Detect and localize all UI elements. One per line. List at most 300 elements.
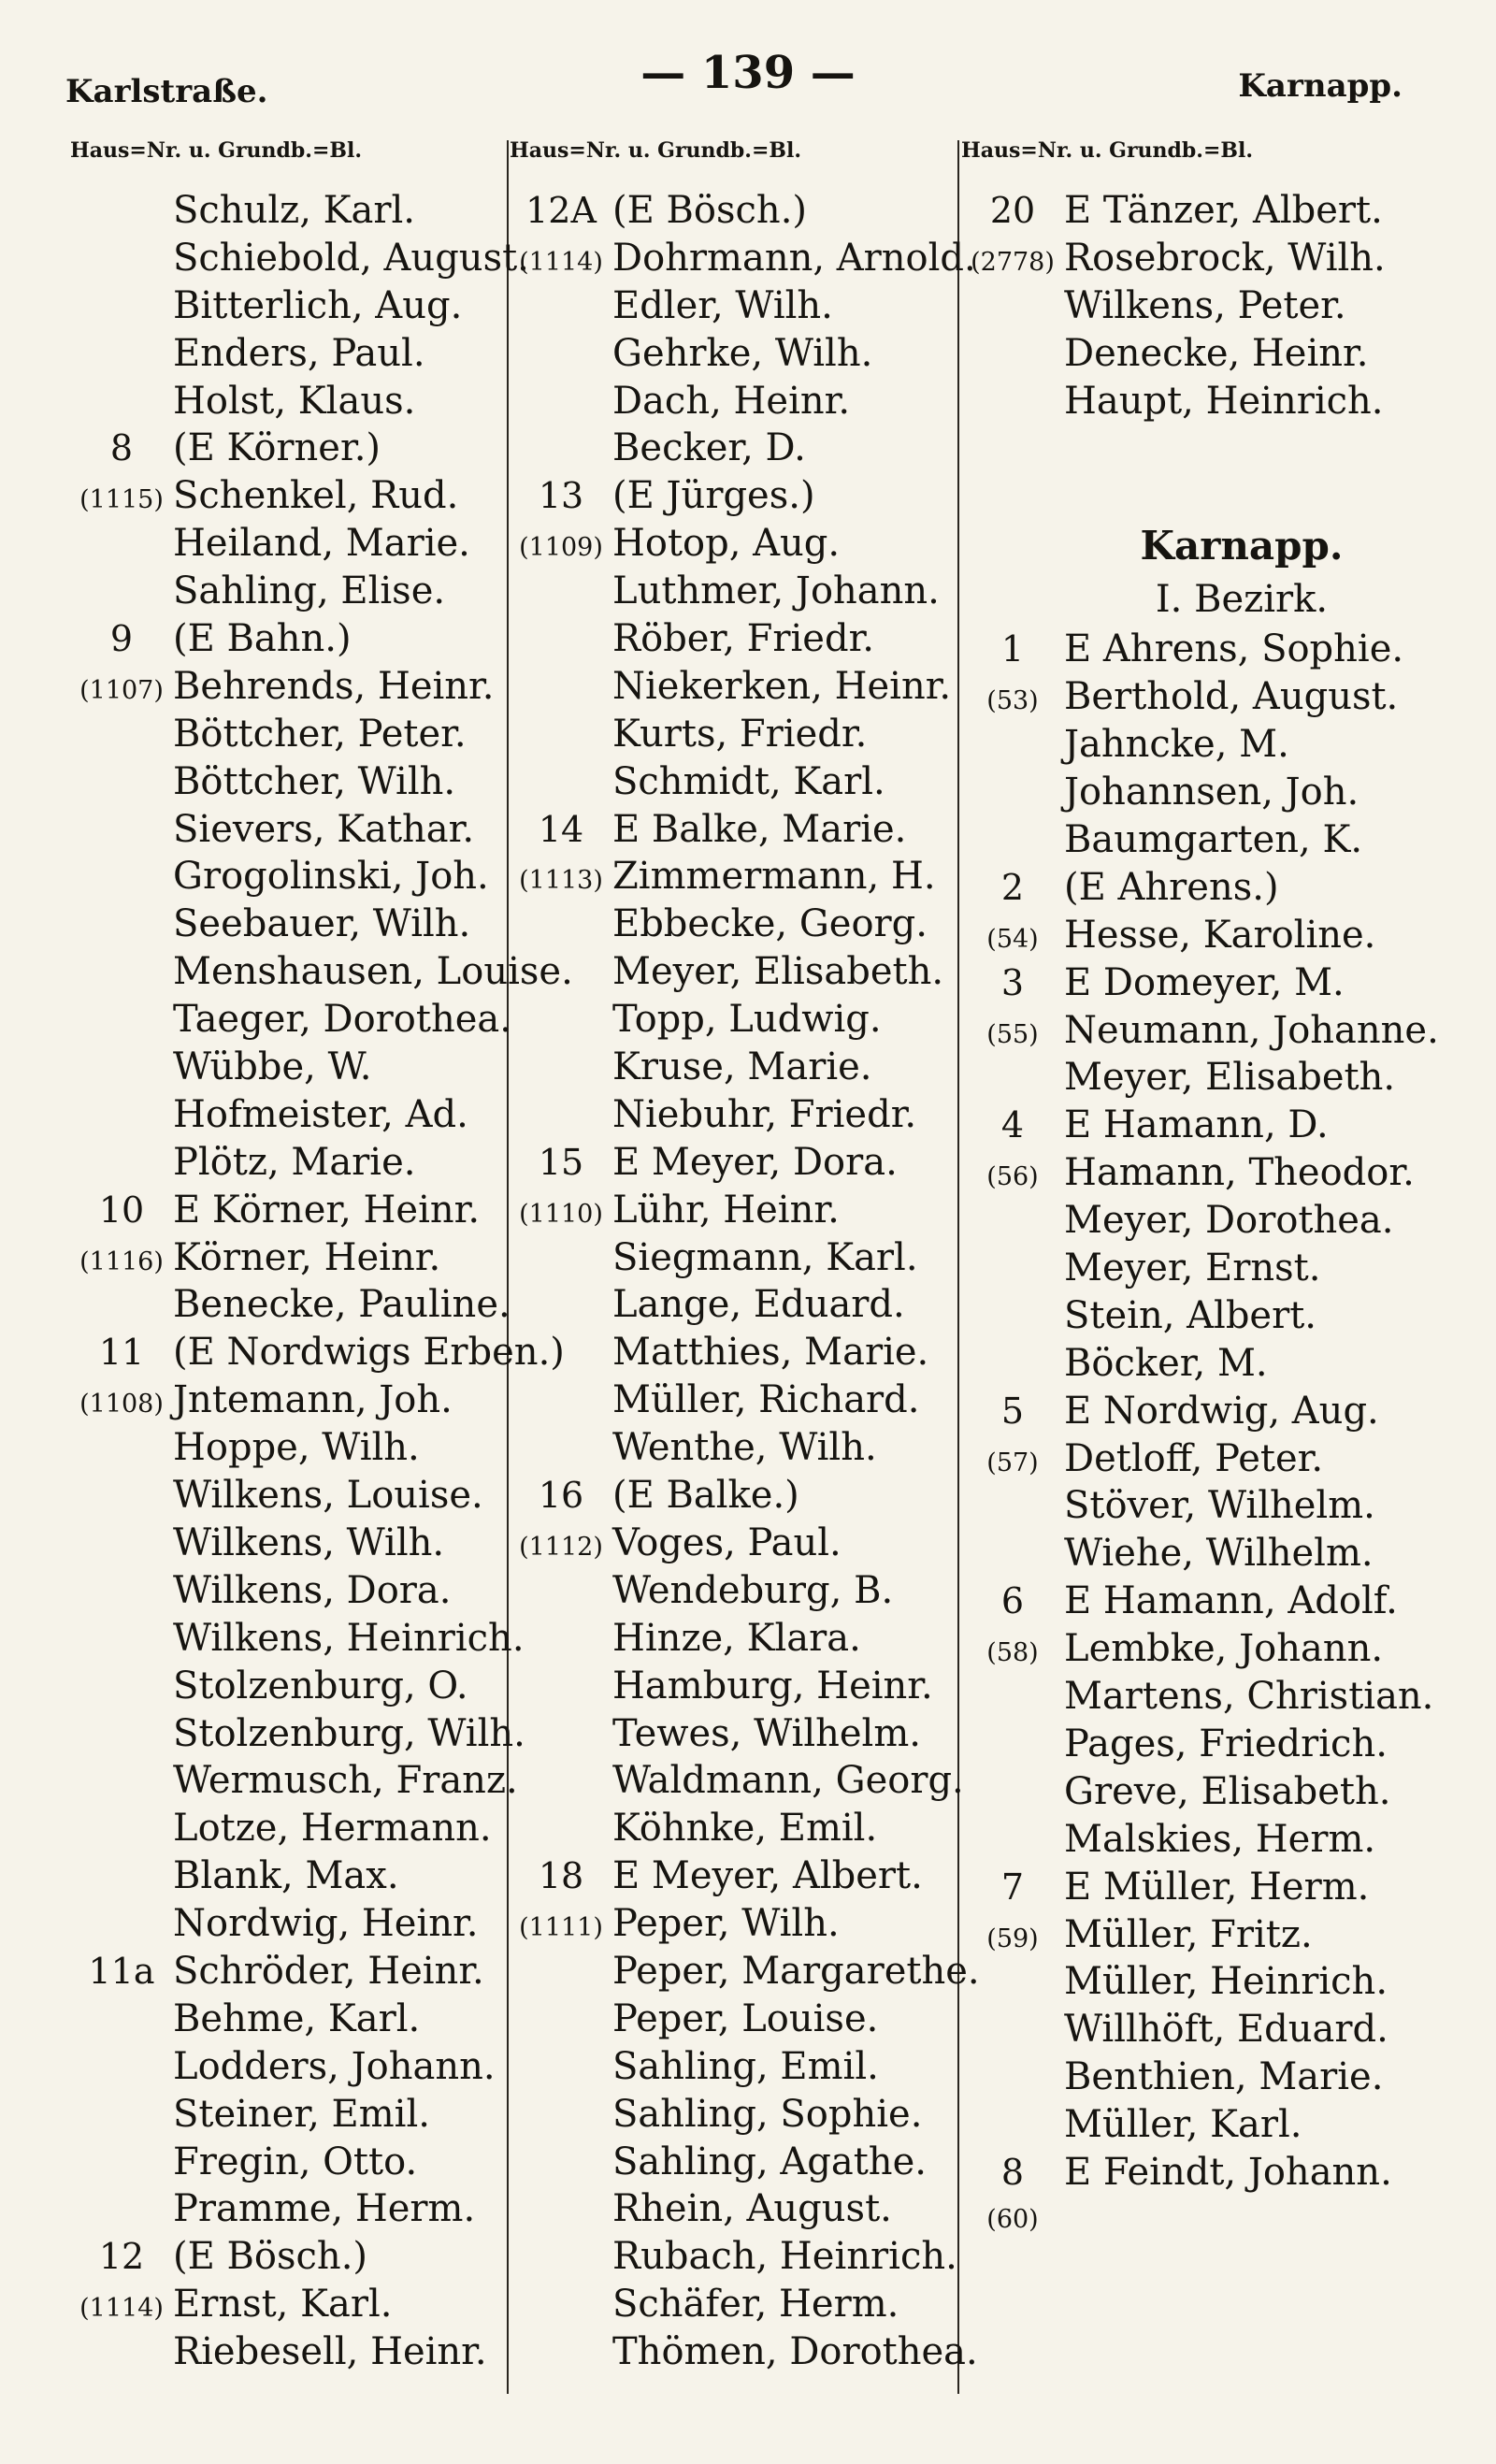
resident-name: Benecke, Pauline. xyxy=(173,1283,511,1327)
directory-entry xyxy=(510,853,958,901)
directory-entry xyxy=(70,1376,519,1424)
resident-name: (E Bösch.) xyxy=(173,2235,368,2279)
resident-name: Lotze, Hermann. xyxy=(173,1807,492,1851)
directory-entry xyxy=(510,711,958,758)
directory-entry xyxy=(961,1958,1466,2006)
directory-entry xyxy=(70,282,519,330)
resident-name: Bitterlich, Aug. xyxy=(173,283,463,327)
house-number: 10 xyxy=(98,1189,145,1231)
directory-entry xyxy=(70,1710,525,1758)
resident-name: Schäfer, Herm. xyxy=(612,2283,899,2327)
directory-entry xyxy=(961,2197,1466,2244)
resident-name: Rubach, Heinrich. xyxy=(612,2235,957,2279)
resident-name: Johannsen, Joh. xyxy=(1064,771,1359,814)
house-number: 9 xyxy=(109,618,134,660)
column-header: Haus=Nr. u. Grundb.=Bl. xyxy=(961,138,1254,163)
resident-name: Blank, Max. xyxy=(173,1854,399,1898)
directory-entry xyxy=(510,1234,958,1282)
directory-entry xyxy=(961,1054,1466,1102)
directory-entry xyxy=(70,711,519,758)
resident-name: Peper, Margarethe. xyxy=(612,1949,980,1993)
directory-entry xyxy=(70,1615,525,1663)
resident-name: Matthies, Marie. xyxy=(612,1331,929,1375)
directory-entry xyxy=(510,2328,978,2376)
directory-entry xyxy=(70,235,529,282)
resident-name: Hesse, Karoline. xyxy=(1064,913,1376,957)
directory-entry xyxy=(70,901,519,948)
resident-name: Schulz, Karl. xyxy=(173,189,415,232)
resident-name: Steiner, Emil. xyxy=(173,2092,430,2136)
resident-name: E Domeyer, M. xyxy=(1064,960,1345,1004)
directory-entry xyxy=(70,1663,519,1710)
directory-entry xyxy=(70,1424,519,1472)
resident-name: Müller, Richard. xyxy=(612,1378,920,1422)
house-number: (1110) xyxy=(519,1199,603,1229)
resident-name: Voges, Paul. xyxy=(612,1520,842,1564)
directory-entry xyxy=(510,1805,958,1852)
resident-name: Böcker, M. xyxy=(1064,1341,1268,1385)
directory-entry xyxy=(510,330,958,378)
house-number: 12A xyxy=(525,190,597,231)
directory-entry xyxy=(70,2091,519,2139)
house-number: 18 xyxy=(538,1855,584,1897)
resident-name: Niekerken, Heinr. xyxy=(612,664,952,708)
resident-name: Peper, Louise. xyxy=(612,1996,879,2040)
directory-entry xyxy=(70,425,519,472)
resident-name: Ebbecke, Georg. xyxy=(612,902,928,946)
resident-name: Müller, Karl. xyxy=(1064,2103,1302,2147)
directory-entry xyxy=(961,1482,1466,1530)
directory-entry xyxy=(961,959,1466,1007)
directory-entry xyxy=(961,187,1466,235)
resident-name: Stein, Albert. xyxy=(1064,1293,1316,1337)
section-subtitle: I. Bezirk. xyxy=(1155,578,1329,622)
house-number: (1107) xyxy=(79,675,164,705)
house-number: (55) xyxy=(986,1019,1039,1049)
resident-name: E Hamann, D. xyxy=(1064,1103,1329,1147)
directory-entry xyxy=(70,1900,519,1948)
directory-entry xyxy=(70,948,573,996)
resident-name: Pages, Friedrich. xyxy=(1064,1722,1388,1765)
directory-entry xyxy=(70,187,519,235)
entry-list xyxy=(961,187,1466,425)
directory-entry xyxy=(510,1281,958,1329)
resident-name: Köhnke, Emil. xyxy=(612,1807,878,1851)
directory-entry xyxy=(510,996,958,1044)
entry-list xyxy=(961,626,1466,2243)
directory-entry xyxy=(510,282,958,330)
resident-name: Wiehe, Wilhelm. xyxy=(1064,1532,1374,1576)
directory-entry xyxy=(961,2053,1466,2101)
directory-entry xyxy=(510,1329,958,1376)
directory-entry xyxy=(961,1340,1466,1388)
running-head-left: Karlstraße. xyxy=(65,73,268,110)
resident-name: Sahling, Elise. xyxy=(173,569,446,613)
resident-name: (E Balke.) xyxy=(612,1474,799,1518)
directory-entry xyxy=(961,1102,1466,1149)
directory-entry xyxy=(961,1625,1466,1673)
resident-name: Wermusch, Franz. xyxy=(173,1759,518,1803)
resident-name: Enders, Paul. xyxy=(173,331,425,375)
house-number: (1114) xyxy=(519,247,603,277)
resident-name: E Meyer, Albert. xyxy=(612,1854,923,1898)
house-number: (1111) xyxy=(519,1913,603,1943)
house-number: (57) xyxy=(986,1448,1039,1477)
directory-entry xyxy=(510,1139,958,1187)
house-number: (1115) xyxy=(79,485,164,515)
directory-entry xyxy=(70,1852,519,1900)
directory-entry xyxy=(961,864,1466,912)
directory-entry xyxy=(961,2101,1466,2149)
resident-name: Neumann, Johanne. xyxy=(1064,1008,1439,1052)
resident-name: Kurts, Friedr. xyxy=(612,712,868,756)
resident-name: Jntemann, Joh. xyxy=(173,1378,453,1422)
house-number: 5 xyxy=(1000,1390,1025,1432)
directory-entry xyxy=(70,1520,519,1567)
resident-name: Meyer, Dorothea. xyxy=(1064,1199,1394,1243)
resident-name: Jahncke, M. xyxy=(1064,723,1289,767)
house-number: 3 xyxy=(1000,961,1025,1003)
resident-name: E Müller, Herm. xyxy=(1064,1865,1370,1909)
directory-entry xyxy=(510,2043,958,2091)
directory-entry xyxy=(961,1292,1466,1340)
resident-name: Stöver, Wilhelm. xyxy=(1064,1484,1375,1528)
directory-entry xyxy=(70,1329,565,1376)
directory-entry xyxy=(70,1044,519,1091)
resident-name: Malskies, Herm. xyxy=(1064,1817,1376,1861)
directory-entry xyxy=(70,1139,519,1187)
directory-entry xyxy=(961,2149,1466,2197)
directory-entry xyxy=(961,1149,1466,1197)
directory-entry xyxy=(961,912,1466,959)
directory-entry xyxy=(961,1816,1466,1864)
resident-name: Detloff, Peter. xyxy=(1064,1436,1324,1480)
resident-name: Stolzenburg, O. xyxy=(173,1664,468,1708)
directory-entry xyxy=(961,1721,1466,1768)
directory-entry xyxy=(70,1805,519,1852)
directory-entry xyxy=(70,2139,519,2186)
resident-name: E Hamann, Adolf. xyxy=(1064,1579,1398,1623)
directory-entry xyxy=(961,1530,1466,1578)
resident-name: Lühr, Heinr. xyxy=(612,1188,840,1232)
directory-entry xyxy=(961,378,1466,425)
resident-name: Hinze, Klara. xyxy=(612,1616,861,1660)
resident-name: Wilkens, Heinrich. xyxy=(173,1616,525,1660)
house-number: 12 xyxy=(98,2236,145,2278)
resident-name: Hamann, Theodor. xyxy=(1064,1151,1415,1195)
resident-name: Berthold, August. xyxy=(1064,675,1399,719)
house-number: 14 xyxy=(538,808,584,850)
resident-name: Tewes, Wilhelm. xyxy=(612,1711,921,1755)
house-number: 11 xyxy=(98,1332,145,1374)
column-3 xyxy=(961,140,1466,2464)
entry-list xyxy=(510,187,980,2376)
directory-entry xyxy=(70,2233,519,2281)
directory-entry xyxy=(70,1996,519,2043)
resident-name: Nordwig, Heinr. xyxy=(173,1902,479,1946)
directory-entry xyxy=(510,235,976,282)
house-number: 16 xyxy=(538,1475,584,1517)
resident-name: (E Körner.) xyxy=(173,426,381,470)
resident-name: Röber, Friedr. xyxy=(612,617,875,661)
directory-entry xyxy=(70,758,519,806)
resident-name: Sahling, Agathe. xyxy=(612,2140,927,2183)
house-number: 8 xyxy=(109,427,134,469)
resident-name: Greve, Elisabeth. xyxy=(1064,1769,1391,1813)
directory-entry xyxy=(510,2233,958,2281)
directory-entry xyxy=(510,1852,958,1900)
directory-entry xyxy=(510,1091,958,1139)
resident-name: Topp, Ludwig. xyxy=(612,998,882,1042)
resident-name: Müller, Fritz. xyxy=(1064,1912,1313,1956)
directory-entry xyxy=(510,2091,958,2139)
house-number: 20 xyxy=(989,190,1036,231)
directory-entry xyxy=(510,615,958,663)
resident-name: Heiland, Marie. xyxy=(173,522,470,566)
resident-name: Sahling, Emil. xyxy=(612,2044,879,2088)
resident-name: Müller, Heinrich. xyxy=(1064,1960,1388,2004)
directory-entry xyxy=(961,1007,1466,1055)
directory-entry xyxy=(961,330,1466,378)
resident-name: Schmidt, Karl. xyxy=(612,759,885,803)
house-number: (53) xyxy=(986,686,1039,716)
resident-name: Schröder, Heinr. xyxy=(173,1949,484,1993)
house-number: 1 xyxy=(1000,628,1025,670)
directory-entry xyxy=(70,1187,519,1234)
resident-name: Meyer, Elisabeth. xyxy=(1064,1056,1396,1100)
house-number: (60) xyxy=(986,2204,1039,2234)
resident-name: Pramme, Herm. xyxy=(173,2187,476,2231)
directory-entry xyxy=(510,1948,980,1996)
resident-name: Riebesell, Heinr. xyxy=(173,2330,487,2374)
house-number: (1116) xyxy=(79,1246,164,1276)
resident-name: Gehrke, Wilh. xyxy=(612,331,873,375)
resident-name: Rosebrock, Wilh. xyxy=(1064,236,1386,280)
directory-entry xyxy=(510,568,958,615)
resident-name: Sievers, Kathar. xyxy=(173,807,475,851)
directory-entry xyxy=(70,1948,519,1996)
resident-name: Fregin, Otto. xyxy=(173,2140,418,2183)
page-number: — 139 — xyxy=(640,47,856,99)
column-header: Haus=Nr. u. Grundb.=Bl. xyxy=(70,138,363,163)
resident-name: Lembke, Johann. xyxy=(1064,1627,1384,1671)
resident-name: Dach, Heinr. xyxy=(612,379,851,423)
directory-entry xyxy=(70,1091,519,1139)
house-number: (2778) xyxy=(971,247,1055,277)
directory-entry xyxy=(510,1663,958,1710)
resident-name: (E Bahn.) xyxy=(173,617,352,661)
directory-entry xyxy=(70,1472,519,1520)
directory-entry xyxy=(510,1187,958,1234)
directory-entry xyxy=(70,1281,519,1329)
directory-entry xyxy=(961,769,1466,816)
resident-name: Böttcher, Peter. xyxy=(173,712,467,756)
resident-name: Schiebold, August. xyxy=(173,236,529,280)
house-number: (1114) xyxy=(79,2294,164,2324)
directory-entry xyxy=(70,2043,519,2091)
resident-name: Behme, Karl. xyxy=(173,1996,421,2040)
directory-entry xyxy=(70,2328,519,2376)
section-gap xyxy=(961,425,1466,518)
house-number: 11a xyxy=(88,1950,155,1992)
resident-name: Lodders, Johann. xyxy=(173,2044,496,2088)
house-number: 4 xyxy=(1000,1104,1025,1146)
house-number: (1113) xyxy=(519,866,603,896)
directory-entry xyxy=(510,1757,964,1805)
directory-entry xyxy=(961,673,1466,721)
resident-name: Seebauer, Wilh. xyxy=(173,902,471,946)
resident-name: Körner, Heinr. xyxy=(173,1235,441,1279)
resident-name: Denecke, Heinr. xyxy=(1064,331,1369,375)
directory-entry xyxy=(70,806,519,854)
house-number: (54) xyxy=(986,924,1039,954)
house-number: (1112) xyxy=(519,1532,603,1562)
directory-entry xyxy=(70,663,519,711)
directory-entry xyxy=(510,1567,958,1615)
directory-entry xyxy=(961,1245,1466,1292)
resident-name: Meyer, Elisabeth. xyxy=(612,950,944,994)
directory-entry xyxy=(510,948,958,996)
section-title: Karnapp. xyxy=(1140,523,1344,569)
resident-name: Haupt, Heinrich. xyxy=(1064,379,1384,423)
directory-entry xyxy=(70,615,519,663)
house-number: 13 xyxy=(538,475,584,517)
resident-name: Hamburg, Heinr. xyxy=(612,1664,933,1708)
directory-entry xyxy=(70,472,519,520)
directory-entry xyxy=(961,1197,1466,1245)
directory-entry xyxy=(510,1472,958,1520)
house-number: 2 xyxy=(1000,866,1025,908)
resident-name: Plötz, Marie. xyxy=(173,1140,416,1184)
resident-name: Siegmann, Karl. xyxy=(612,1235,918,1279)
column-2 xyxy=(510,138,980,2464)
directory-entry xyxy=(510,2281,958,2328)
house-number: (1109) xyxy=(519,533,603,563)
directory-entry xyxy=(961,1768,1466,1816)
directory-entry xyxy=(510,806,958,854)
resident-name: Thömen, Dorothea. xyxy=(612,2330,978,2374)
directory-entry xyxy=(961,2006,1466,2053)
resident-name: Edler, Wilh. xyxy=(612,283,833,327)
resident-name: Becker, D. xyxy=(612,426,806,470)
house-number: 6 xyxy=(1000,1580,1025,1622)
house-number: (58) xyxy=(986,1638,1039,1668)
directory-entry xyxy=(510,1900,958,1948)
directory-entry xyxy=(510,378,958,425)
directory-entry xyxy=(510,1044,958,1091)
resident-name: (E Jürges.) xyxy=(612,474,815,518)
column-header: Haus=Nr. u. Grundb.=Bl. xyxy=(510,138,802,163)
directory-entry xyxy=(70,330,519,378)
resident-name: Niebuhr, Friedr. xyxy=(612,1092,917,1136)
running-head-right: Karnapp. xyxy=(1238,67,1402,105)
directory-entry xyxy=(70,1234,519,1282)
house-number: (1108) xyxy=(79,1390,164,1419)
resident-name: Holst, Klaus. xyxy=(173,379,416,423)
house-number: (56) xyxy=(986,1162,1039,1192)
directory-entry xyxy=(70,1757,519,1805)
resident-name: Martens, Christian. xyxy=(1064,1675,1434,1719)
directory-entry xyxy=(961,1388,1466,1435)
resident-name: Grogolinski, Joh. xyxy=(173,855,489,899)
directory-entry xyxy=(961,1864,1466,1911)
resident-name: Ernst, Karl. xyxy=(173,2283,393,2327)
directory-entry xyxy=(70,520,519,568)
directory-entry xyxy=(510,1996,958,2043)
resident-name: Stolzenburg, Wilh. xyxy=(173,1711,525,1755)
resident-name: E Tänzer, Albert. xyxy=(1064,189,1383,232)
resident-name: (E Ahrens.) xyxy=(1064,865,1279,909)
resident-name: Wenthe, Wilh. xyxy=(612,1426,877,1470)
directory-entry xyxy=(961,816,1466,864)
resident-name: Taeger, Dorothea. xyxy=(173,998,511,1042)
directory-entry xyxy=(510,1710,958,1758)
resident-name: Lange, Eduard. xyxy=(612,1283,905,1327)
directory-entry xyxy=(961,721,1466,769)
resident-name: Wilkens, Dora. xyxy=(173,1568,452,1612)
resident-name: E Meyer, Dora. xyxy=(612,1140,898,1184)
house-number: 7 xyxy=(1000,1866,1025,1908)
resident-name: Hotop, Aug. xyxy=(612,522,841,566)
resident-name: Benthien, Marie. xyxy=(1064,2055,1384,2099)
directory-entry xyxy=(510,2139,958,2186)
directory-entry xyxy=(70,1567,519,1615)
house-number: 15 xyxy=(538,1141,584,1183)
directory-entry xyxy=(961,1435,1466,1483)
directory-entry xyxy=(961,1911,1466,1959)
resident-name: Wilkens, Wilh. xyxy=(173,1520,445,1564)
directory-entry xyxy=(510,1424,958,1472)
directory-entry xyxy=(510,520,958,568)
resident-name: Rhein, August. xyxy=(612,2187,892,2231)
directory-entry xyxy=(510,1615,958,1663)
directory-entry xyxy=(961,1578,1466,1625)
resident-name: Wilkens, Louise. xyxy=(173,1474,483,1518)
resident-name: E Balke, Marie. xyxy=(612,807,907,851)
directory-entry xyxy=(961,282,1466,330)
directory-entry xyxy=(961,235,1466,282)
resident-name: (E Nordwigs Erben.) xyxy=(173,1331,565,1375)
directory-entry xyxy=(510,901,958,948)
directory-entry xyxy=(510,1520,958,1567)
directory-entry xyxy=(510,472,958,520)
directory-entry xyxy=(510,663,958,711)
resident-name: E Ahrens, Sophie. xyxy=(1064,627,1404,671)
resident-name: Schenkel, Rud. xyxy=(173,474,459,518)
resident-name: Wilkens, Peter. xyxy=(1064,283,1346,327)
resident-name: Wübbe, W. xyxy=(173,1045,372,1089)
resident-name: Hofmeister, Ad. xyxy=(173,1092,468,1136)
resident-name: Baumgarten, K. xyxy=(1064,818,1363,862)
resident-name: Menshausen, Louise. xyxy=(173,950,573,994)
resident-name: Willhöft, Eduard. xyxy=(1064,2008,1388,2052)
resident-name: E Feindt, Johann. xyxy=(1064,2150,1392,2194)
directory-entry xyxy=(510,425,958,472)
directory-entry xyxy=(70,853,519,901)
directory-entry xyxy=(70,2281,519,2328)
resident-name: Waldmann, Georg. xyxy=(612,1759,964,1803)
resident-name: Zimmermann, H. xyxy=(612,855,936,899)
directory-entry xyxy=(510,758,958,806)
resident-name: E Nordwig, Aug. xyxy=(1064,1389,1379,1433)
resident-name: Kruse, Marie. xyxy=(612,1045,872,1089)
resident-name: Böttcher, Wilh. xyxy=(173,759,456,803)
directory-entry xyxy=(70,2185,519,2233)
resident-name: Peper, Wilh. xyxy=(612,1902,840,1946)
resident-name: Hoppe, Wilh. xyxy=(173,1426,420,1470)
directory-entry xyxy=(510,2185,958,2233)
resident-name: Dohrmann, Arnold. xyxy=(612,236,976,280)
